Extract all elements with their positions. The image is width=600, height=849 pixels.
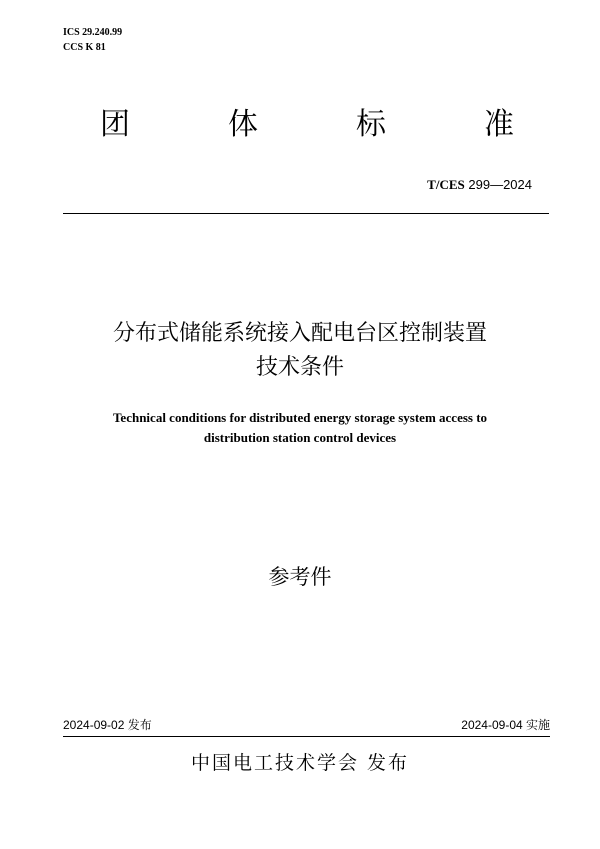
dates-row [63,716,550,734]
standard-type-char: 准 [484,107,514,142]
header-divider [63,213,549,214]
reference-copy-note: 参考件 [268,565,332,589]
ics-code: ICS 29.240.99 [63,27,123,38]
implementation-date: 2024-09-04 实施 [461,718,550,732]
standard-type [100,106,514,144]
classification-codes [63,25,122,55]
ccs-code: CCS K 81 [63,42,106,53]
title-chinese-line-2: 技术条件 [255,355,344,380]
standard-type-char: 标 [356,107,386,142]
standard-number-value: 299—2024 [468,177,532,192]
standard-number [427,177,532,193]
standard-number-prefix: T/CES [427,177,465,192]
title-chinese [0,317,600,385]
title-chinese-line-1: 分布式储能系统接入配电台区控制装置 [112,321,487,346]
standard-type-char: 团 [100,107,130,142]
issue-date: 2024-09-02 发布 [63,718,152,732]
title-english-line-1: Technical conditions for distributed energy storage system access to [112,410,488,425]
title-english-line-2: distribution station control devices [203,430,397,445]
footer-divider [63,736,550,737]
publisher: 中国电工技术学会 发布 [190,752,410,774]
standard-type-char: 体 [228,107,258,142]
title-english [0,408,600,448]
